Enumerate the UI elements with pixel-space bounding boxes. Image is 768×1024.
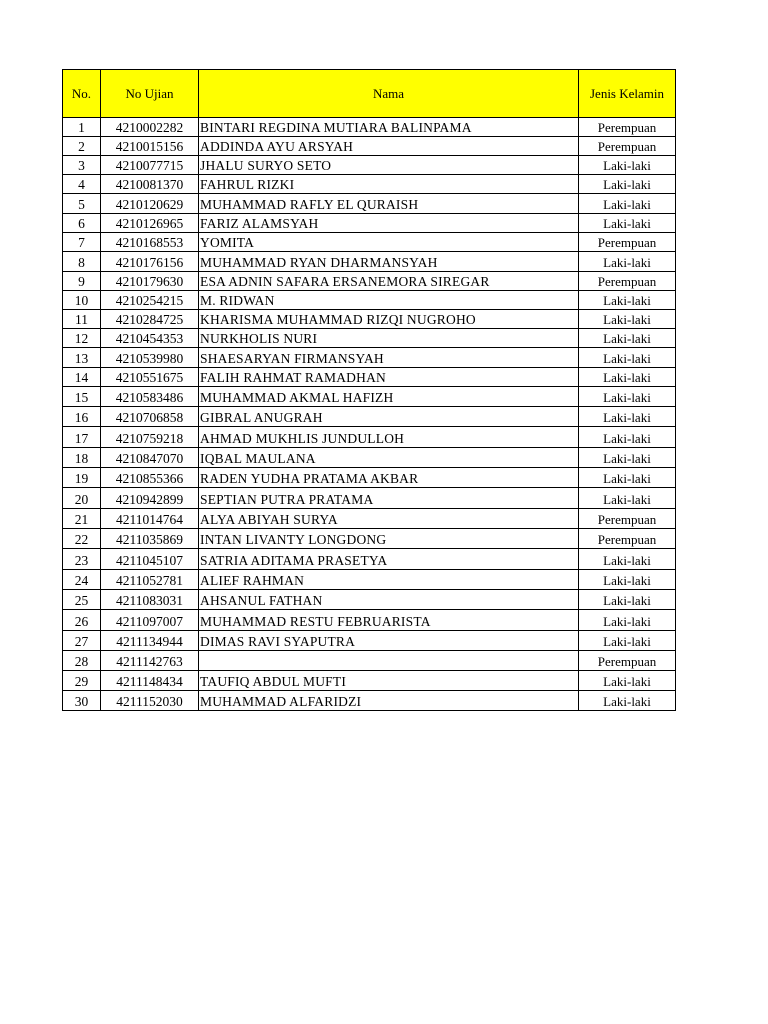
table-row (63, 156, 676, 175)
cell-jenis-kelamin: Laki-laki (579, 175, 676, 194)
table-row (63, 137, 676, 156)
cell-jenis-kelamin: Laki-laki (579, 590, 676, 610)
cell-jenis-kelamin: Laki-laki (579, 194, 676, 214)
cell-no: 28 (63, 651, 101, 671)
cell-nama: MUHAMMAD ALFARIDZI (199, 691, 579, 711)
cell-nama: ESA ADNIN SAFARA ERSANEMORA SIREGAR (199, 272, 579, 291)
cell-jenis-kelamin: Perempuan (579, 272, 676, 291)
cell-no-ujian: 4211052781 (101, 570, 199, 590)
cell-jenis-kelamin: Laki-laki (579, 549, 676, 570)
cell-jenis-kelamin: Laki-laki (579, 214, 676, 233)
cell-no-ujian: 4210759218 (101, 427, 199, 448)
cell-nama: MUHAMMAD RAFLY EL QURAISH (199, 194, 579, 214)
cell-nama: FARIZ ALAMSYAH (199, 214, 579, 233)
cell-nama: GIBRAL ANUGRAH (199, 407, 579, 427)
cell-jenis-kelamin: Laki-laki (579, 448, 676, 468)
table-row (63, 118, 676, 137)
cell-nama: FAHRUL RIZKI (199, 175, 579, 194)
cell-no-ujian: 4210168553 (101, 233, 199, 252)
cell-jenis-kelamin: Laki-laki (579, 671, 676, 691)
cell-jenis-kelamin: Laki-laki (579, 427, 676, 448)
cell-nama: BINTARI REGDINA MUTIARA BALINPAMA (199, 118, 579, 137)
cell-no: 22 (63, 529, 101, 549)
cell-nama: KHARISMA MUHAMMAD RIZQI NUGROHO (199, 310, 579, 329)
cell-nama: AHSANUL FATHAN (199, 590, 579, 610)
cell-no: 11 (63, 310, 101, 329)
cell-no-ujian: 4210583486 (101, 387, 199, 407)
table-row (63, 529, 676, 549)
cell-no-ujian: 4211045107 (101, 549, 199, 570)
cell-jenis-kelamin: Perempuan (579, 651, 676, 671)
table-row (63, 329, 676, 348)
table-row (63, 590, 676, 610)
cell-jenis-kelamin: Perempuan (579, 529, 676, 549)
cell-nama (199, 651, 579, 671)
cell-jenis-kelamin: Laki-laki (579, 348, 676, 368)
table-row (63, 175, 676, 194)
table-row (63, 488, 676, 509)
cell-no-ujian: 4210120629 (101, 194, 199, 214)
cell-no: 15 (63, 387, 101, 407)
column-header-no-ujian: No Ujian (101, 70, 199, 118)
cell-jenis-kelamin: Perempuan (579, 137, 676, 156)
table-row (63, 194, 676, 214)
cell-jenis-kelamin: Laki-laki (579, 387, 676, 407)
cell-no: 9 (63, 272, 101, 291)
cell-no: 18 (63, 448, 101, 468)
cell-nama: SEPTIAN PUTRA PRATAMA (199, 488, 579, 509)
cell-jenis-kelamin: Laki-laki (579, 691, 676, 711)
table-row (63, 610, 676, 631)
table-row (63, 214, 676, 233)
cell-no: 17 (63, 427, 101, 448)
cell-no: 30 (63, 691, 101, 711)
table-row (63, 252, 676, 272)
cell-nama: M. RIDWAN (199, 291, 579, 310)
cell-nama: YOMITA (199, 233, 579, 252)
cell-no: 1 (63, 118, 101, 137)
cell-nama: MUHAMMAD RYAN DHARMANSYAH (199, 252, 579, 272)
cell-no: 29 (63, 671, 101, 691)
cell-no-ujian: 4210254215 (101, 291, 199, 310)
cell-no: 23 (63, 549, 101, 570)
cell-nama: ALIEF RAHMAN (199, 570, 579, 590)
cell-nama: TAUFIQ ABDUL MUFTI (199, 671, 579, 691)
cell-nama: INTAN LIVANTY LONGDONG (199, 529, 579, 549)
cell-no: 5 (63, 194, 101, 214)
cell-no: 24 (63, 570, 101, 590)
cell-no-ujian: 4211134944 (101, 631, 199, 651)
cell-no-ujian: 4211014764 (101, 509, 199, 529)
cell-no: 3 (63, 156, 101, 175)
cell-jenis-kelamin: Laki-laki (579, 368, 676, 387)
cell-jenis-kelamin: Laki-laki (579, 468, 676, 488)
cell-nama: SHAESARYAN FIRMANSYAH (199, 348, 579, 368)
cell-no: 6 (63, 214, 101, 233)
student-list-sheet (62, 69, 676, 711)
cell-no-ujian: 4211083031 (101, 590, 199, 610)
table-row (63, 448, 676, 468)
cell-no-ujian: 4210126965 (101, 214, 199, 233)
cell-nama: JHALU SURYO SETO (199, 156, 579, 175)
cell-jenis-kelamin: Laki-laki (579, 252, 676, 272)
cell-nama: ALYA ABIYAH SURYA (199, 509, 579, 529)
table-row (63, 631, 676, 651)
cell-no: 8 (63, 252, 101, 272)
cell-jenis-kelamin: Perempuan (579, 233, 676, 252)
cell-jenis-kelamin: Laki-laki (579, 631, 676, 651)
cell-no: 20 (63, 488, 101, 509)
cell-nama: SATRIA ADITAMA PRASETYA (199, 549, 579, 570)
cell-no: 27 (63, 631, 101, 651)
cell-no-ujian: 4210176156 (101, 252, 199, 272)
cell-jenis-kelamin: Laki-laki (579, 570, 676, 590)
cell-no-ujian: 4211148434 (101, 671, 199, 691)
cell-no: 7 (63, 233, 101, 252)
cell-no-ujian: 4210847070 (101, 448, 199, 468)
cell-nama: MUHAMMAD RESTU FEBRUARISTA (199, 610, 579, 631)
cell-no: 10 (63, 291, 101, 310)
cell-nama: MUHAMMAD AKMAL HAFIZH (199, 387, 579, 407)
table-header (63, 70, 676, 118)
cell-jenis-kelamin: Laki-laki (579, 610, 676, 631)
cell-no-ujian: 4210551675 (101, 368, 199, 387)
table-row (63, 348, 676, 368)
column-header-no: No. (63, 70, 101, 118)
student-table (62, 69, 676, 711)
cell-no-ujian: 4210706858 (101, 407, 199, 427)
cell-nama: IQBAL MAULANA (199, 448, 579, 468)
cell-no: 19 (63, 468, 101, 488)
cell-nama: RADEN YUDHA PRATAMA AKBAR (199, 468, 579, 488)
table-row (63, 691, 676, 711)
cell-jenis-kelamin: Laki-laki (579, 291, 676, 310)
table-row (63, 427, 676, 448)
table-row (63, 291, 676, 310)
table-row (63, 651, 676, 671)
cell-no-ujian: 4210454353 (101, 329, 199, 348)
cell-no: 2 (63, 137, 101, 156)
cell-no: 21 (63, 509, 101, 529)
cell-no-ujian: 4211142763 (101, 651, 199, 671)
cell-no-ujian: 4210855366 (101, 468, 199, 488)
cell-nama: NURKHOLIS NURI (199, 329, 579, 348)
cell-nama: FALIH RAHMAT RAMADHAN (199, 368, 579, 387)
table-body (63, 118, 676, 711)
cell-no-ujian: 4210015156 (101, 137, 199, 156)
cell-no-ujian: 4210081370 (101, 175, 199, 194)
cell-no-ujian: 4211152030 (101, 691, 199, 711)
cell-no: 4 (63, 175, 101, 194)
cell-no-ujian: 4210284725 (101, 310, 199, 329)
cell-nama: AHMAD MUKHLIS JUNDULLOH (199, 427, 579, 448)
column-header-nama: Nama (199, 70, 579, 118)
cell-jenis-kelamin: Laki-laki (579, 329, 676, 348)
table-row (63, 671, 676, 691)
table-row (63, 549, 676, 570)
cell-no: 25 (63, 590, 101, 610)
table-row (63, 233, 676, 252)
table-row (63, 407, 676, 427)
cell-nama: DIMAS RAVI SYAPUTRA (199, 631, 579, 651)
cell-jenis-kelamin: Laki-laki (579, 156, 676, 175)
cell-jenis-kelamin: Laki-laki (579, 310, 676, 329)
table-row (63, 272, 676, 291)
cell-no-ujian: 4210077715 (101, 156, 199, 175)
header-row (63, 70, 676, 118)
cell-no: 16 (63, 407, 101, 427)
cell-no: 14 (63, 368, 101, 387)
cell-nama: ADDINDA AYU ARSYAH (199, 137, 579, 156)
cell-no: 26 (63, 610, 101, 631)
cell-no-ujian: 4211035869 (101, 529, 199, 549)
cell-no-ujian: 4210179630 (101, 272, 199, 291)
table-row (63, 468, 676, 488)
cell-jenis-kelamin: Perempuan (579, 118, 676, 137)
column-header-jenis-kelamin: Jenis Kelamin (579, 70, 676, 118)
table-row (63, 509, 676, 529)
table-row (63, 570, 676, 590)
cell-no-ujian: 4211097007 (101, 610, 199, 631)
cell-no-ujian: 4210942899 (101, 488, 199, 509)
cell-jenis-kelamin: Laki-laki (579, 488, 676, 509)
cell-jenis-kelamin: Perempuan (579, 509, 676, 529)
cell-no-ujian: 4210539980 (101, 348, 199, 368)
cell-jenis-kelamin: Laki-laki (579, 407, 676, 427)
table-row (63, 387, 676, 407)
table-row (63, 368, 676, 387)
cell-no: 13 (63, 348, 101, 368)
cell-no-ujian: 4210002282 (101, 118, 199, 137)
table-row (63, 310, 676, 329)
cell-no: 12 (63, 329, 101, 348)
